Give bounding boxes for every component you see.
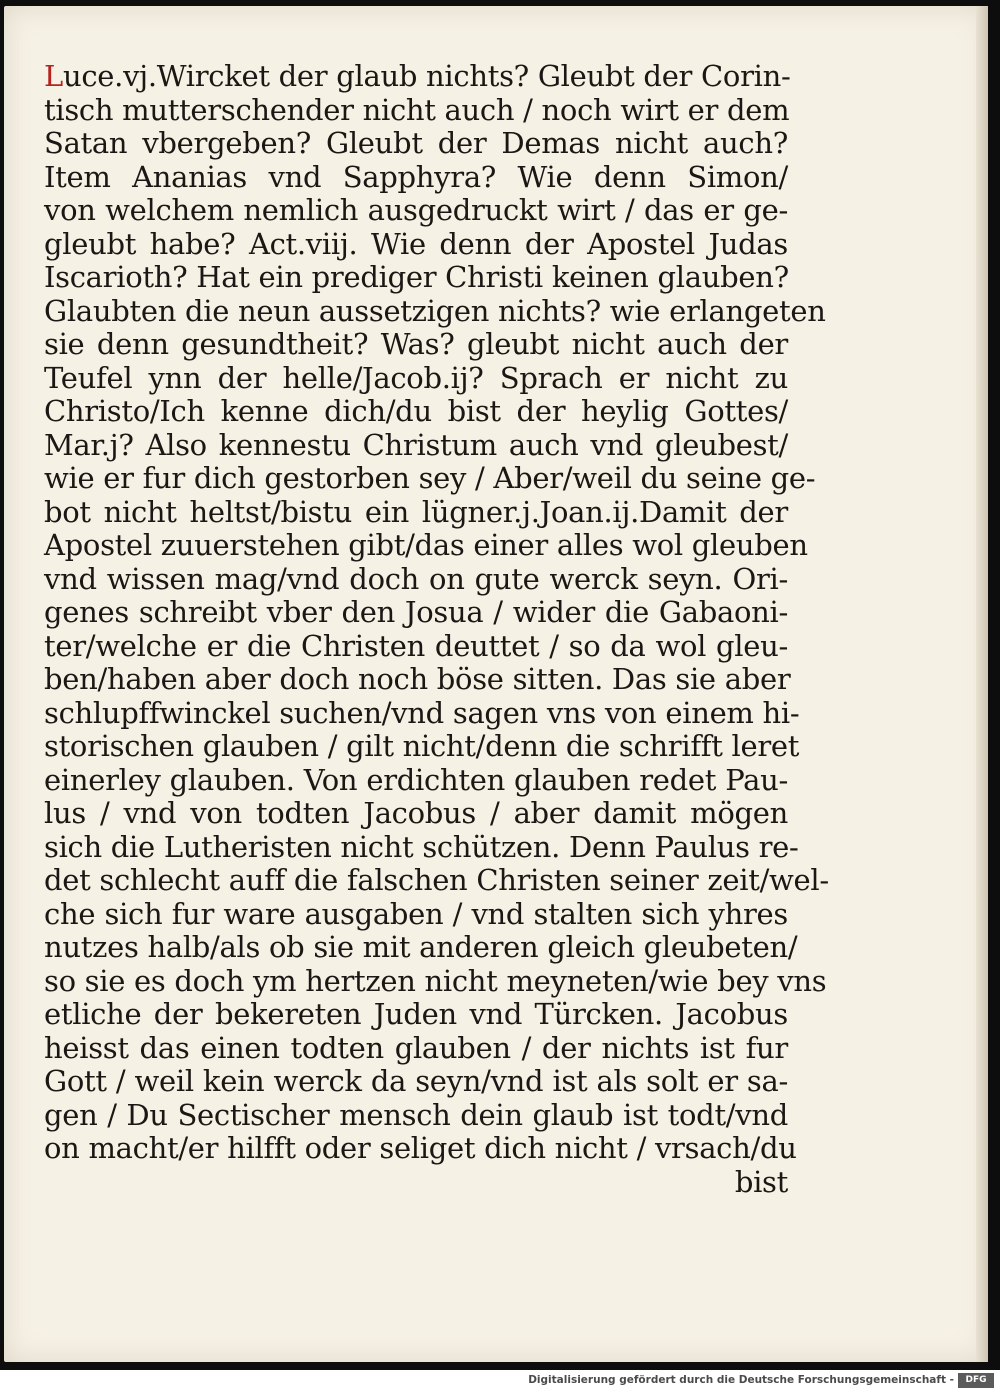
line-text: Mar.j? Also kennestu Christum auch vnd gleubest/: [44, 427, 788, 462]
footer-credit: Digitalisierung gefördert durch die Deutsche Forschungsgemeinschaft -: [528, 1374, 954, 1386]
line-text: genes schreibt vber den Josua / wider die Gabaoni-: [44, 595, 788, 629]
line-text: sich die Lutheristen nicht schützen. Denn Paulus re-: [44, 829, 799, 864]
text-line: [44, 328, 788, 362]
dfg-logo: DFG: [958, 1373, 994, 1388]
page-text-block: [44, 59, 829, 1199]
text-line: [44, 963, 827, 999]
text-line: [44, 695, 800, 731]
text-line: [44, 764, 788, 798]
text-line: [44, 362, 788, 396]
text-line: [44, 1065, 788, 1099]
text-line: [44, 461, 816, 496]
line-text: vnd wissen mag/vnd doch on gute werck seyn. Ori-: [44, 561, 788, 596]
line-text: Item Ananias vnd Sapphyra? Wie denn Simon/: [44, 159, 788, 194]
text-line: [44, 429, 788, 463]
text-line: [44, 59, 791, 94]
text-line: [44, 127, 788, 161]
line-text: nutzes halb/als ob sie mit anderen gleich gleubeten/: [44, 930, 798, 964]
text-line: [44, 898, 788, 932]
line-text: Iscarioth? Hat ein prediger Christi keinen glauben?: [44, 260, 789, 294]
text-line: [44, 161, 788, 195]
text-line: [44, 496, 788, 530]
text-line: [44, 563, 788, 597]
page-edge: [976, 6, 988, 1362]
rubricated-initial: L: [44, 59, 63, 93]
line-text: det schlecht auff die falschen Christen seiner zeit/wel-: [44, 863, 829, 897]
line-text: Christo/Ich kenne dich/du bist der heylig Gottes/: [44, 394, 788, 428]
text-line: [44, 1099, 788, 1133]
line-text: heisst das einen todten glauben / der nichts ist fur: [44, 1030, 788, 1065]
text-line: [44, 395, 788, 429]
catchword: bist: [734, 1164, 788, 1199]
text-line: [44, 94, 788, 128]
text-line: [44, 596, 788, 630]
line-text: lus / vnd von todten Jacobus / aber damit mögen: [44, 796, 788, 830]
line-text: wie er fur dich gestorben sey / Aber/weil du seine ge-: [44, 461, 816, 495]
text-line: [44, 729, 800, 764]
text-line: [44, 528, 808, 563]
line-text: schlupffwinckel suchen/vnd sagen vns von einem hi-: [44, 695, 800, 730]
text-line: [44, 630, 788, 664]
line-text: Satan vbergeben? Gleubt der Demas nicht auch?: [44, 126, 788, 160]
line-text: gleubt habe? Act.viij. Wie denn der Apostel Judas: [44, 226, 788, 261]
line-text: Teufel ynn der helle/Jacob.ij? Sprach er nicht zu: [44, 360, 788, 395]
line-text: gen / Du Sectischer mensch dein glaub ist todt/vnd: [44, 1097, 788, 1132]
line-text: tisch mutterschender nicht auch / noch wirt er dem: [44, 92, 790, 127]
text-line: [44, 1032, 788, 1066]
text-line: [44, 662, 791, 697]
line-text: bot nicht heltst/bistu ein lügner.j.Joan.ij.Damit der: [44, 494, 788, 529]
line-text: uce.vj.Wircket der glaub nichts? Gleubt der Corin-: [62, 59, 791, 93]
line-text: storischen glauben / gilt nicht/denn die schrifft leret: [44, 729, 800, 763]
line-text: einerley glauben. Von erdichten glauben redet Pau-: [44, 762, 788, 797]
line-text: Gott / weil kein werck da seyn/vnd ist als solt er sa-: [44, 1064, 788, 1098]
text-line: [44, 863, 829, 898]
line-text: Apostel zuuerstehen gibt/das einer alles wol gleuben: [44, 528, 808, 562]
digitization-footer: [0, 1370, 1000, 1391]
line-text: ben/haben aber doch noch böse sitten. Das sie aber: [44, 662, 791, 696]
book-page: [4, 6, 988, 1362]
line-text: che sich fur ware ausgaben / vnd stalten sich yhres: [44, 896, 788, 931]
line-text: ter/welche er die Christen deuttet / so da wol gleu-: [44, 628, 788, 663]
text-line: [44, 228, 788, 262]
line-text: on macht/er hilfft oder seliget dich nicht / vrsach/du: [44, 1131, 797, 1165]
text-line: [44, 1131, 797, 1166]
line-text: von welchem nemlich ausgedruckt wirt / das er ge-: [44, 193, 788, 227]
text-line: [44, 998, 788, 1032]
text-line: [44, 797, 788, 831]
text-line: [44, 930, 798, 965]
line-text: etliche der bekereten Juden vnd Türcken. Jacobus: [44, 997, 788, 1031]
text-line: [44, 261, 788, 295]
text-line: [44, 829, 799, 865]
line-text: sie denn gesundtheit? Was? gleubt nicht auch der: [44, 327, 788, 361]
text-line: [44, 194, 788, 228]
line-text: so sie es doch ym hertzen nicht meyneten/wie bey vns: [44, 963, 827, 998]
text-line: [44, 293, 826, 329]
line-text: Glaubten die neun aussetzigen nichts? wie erlangeten: [44, 293, 826, 328]
